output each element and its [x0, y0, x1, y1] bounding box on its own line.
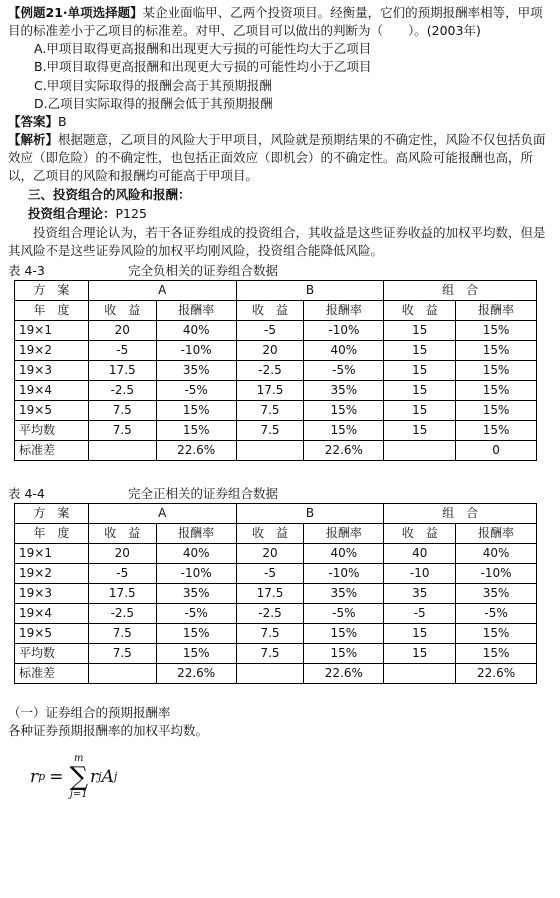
table-cell: 19×1	[15, 544, 89, 564]
table-cell: -10%	[304, 564, 384, 584]
option-a: A.甲项目取得更高报酬和出现更大亏损的可能性均大于乙项目	[34, 41, 372, 57]
table-cell: -5	[88, 340, 156, 360]
table-subheader-cell: 报酬率	[304, 300, 384, 320]
subsection-text: 各种证券预期报酬率的加权平均数。	[8, 723, 209, 739]
table-subheader-cell: 收 益	[88, 524, 156, 544]
table-cell: 7.5	[88, 624, 156, 644]
question-tag: 【例题21·单项选择题】	[8, 5, 143, 20]
sum-upper: m	[73, 753, 84, 765]
table-header-row	[15, 504, 537, 524]
formula-term1-sub: j	[98, 770, 102, 784]
table-header-cell: A	[88, 280, 236, 300]
table-cell: 22.6%	[156, 664, 236, 684]
table-header-cell: 组 合	[384, 504, 537, 524]
table-cell: 15%	[304, 400, 384, 420]
formula-term2: A	[101, 766, 114, 787]
table2	[14, 503, 537, 684]
table1-caption	[8, 262, 552, 280]
table-cell: 15%	[156, 400, 236, 420]
table-subheader-cell: 收 益	[88, 300, 156, 320]
table-cell: 17.5	[88, 584, 156, 604]
table-cell: -2.5	[88, 604, 156, 624]
table-cell	[88, 664, 156, 684]
table-cell: -2.5	[236, 604, 304, 624]
table-cell: 20	[88, 544, 156, 564]
table2-number: 表 4-4	[8, 485, 45, 501]
subtitle-ref: P125	[115, 206, 147, 222]
table-cell: 19×5	[15, 624, 89, 644]
table-cell: 22.6%	[304, 664, 384, 684]
table-row	[15, 340, 537, 360]
table-cell: 20	[236, 544, 304, 564]
table-cell: -5	[384, 604, 456, 624]
table-cell: -10%	[456, 564, 537, 584]
table-cell: 17.5	[236, 380, 304, 400]
table-cell: 标准差	[15, 664, 89, 684]
table-cell: 19×1	[15, 320, 89, 340]
table-cell: 7.5	[88, 400, 156, 420]
table-row	[15, 644, 537, 664]
sum-lower: j=1	[69, 789, 88, 801]
table-cell: 35%	[304, 584, 384, 604]
table-subheader-row	[15, 300, 537, 320]
table-subheader-cell: 报酬率	[156, 524, 236, 544]
table-subheader-cell: 报酬率	[156, 300, 236, 320]
table-row	[15, 380, 537, 400]
table-cell: 15%	[456, 360, 537, 380]
table-subheader-cell: 收 益	[384, 524, 456, 544]
table-row	[15, 564, 537, 584]
table-cell: -10%	[156, 564, 236, 584]
table-cell: 15	[384, 360, 456, 380]
table-cell: 15	[384, 320, 456, 340]
table-cell: 7.5	[88, 644, 156, 664]
table-cell: 35%	[456, 584, 537, 604]
table-cell: 15	[384, 380, 456, 400]
table-cell: -10%	[156, 340, 236, 360]
table-cell: 15	[384, 624, 456, 644]
table-subheader-cell: 报酬率	[456, 300, 537, 320]
table-cell: 7.5	[236, 400, 304, 420]
table-cell: 40%	[304, 340, 384, 360]
table-cell: 17.5	[236, 584, 304, 604]
formula-term1: r	[90, 766, 99, 787]
table-cell: 40%	[156, 320, 236, 340]
table-cell: 15%	[156, 644, 236, 664]
table-cell: 40%	[304, 544, 384, 564]
table-cell: 15%	[456, 644, 537, 664]
table-cell: 35	[384, 584, 456, 604]
formula-lhs-sub: p	[38, 770, 46, 784]
table2-caption	[8, 485, 552, 503]
table-cell: -10	[384, 564, 456, 584]
table-cell: 平均数	[15, 420, 89, 440]
table-cell: 7.5	[88, 420, 156, 440]
explanation-tag: 【解析】	[8, 131, 59, 147]
table-cell: 19×3	[15, 584, 89, 604]
table-cell: 35%	[156, 360, 236, 380]
formula-term2-sub: j	[113, 770, 118, 784]
table-row	[15, 664, 537, 684]
table-header-cell: 组 合	[384, 280, 537, 300]
table-cell: 15%	[156, 624, 236, 644]
table-cell: -10%	[304, 320, 384, 340]
table-cell: 17.5	[88, 360, 156, 380]
table-cell: 15	[384, 340, 456, 360]
table-subheader-row	[15, 524, 537, 544]
table-subheader-cell: 年 度	[15, 524, 89, 544]
table-cell: 40%	[156, 544, 236, 564]
summation-symbol	[69, 754, 88, 800]
table-cell: 35%	[156, 584, 236, 604]
table-cell: -5	[88, 564, 156, 584]
answer-value: B	[58, 113, 67, 129]
table-cell	[88, 440, 156, 460]
table-cell: 22.6%	[456, 664, 537, 684]
table-cell: 15%	[456, 420, 537, 440]
question-paragraph	[8, 4, 552, 40]
table1-title: 完全负相关的证券组合数据	[128, 262, 279, 278]
table-header-cell: 方 案	[15, 504, 89, 524]
formula-equals: =	[49, 766, 64, 787]
table-cell: 15%	[456, 400, 537, 420]
table-cell	[236, 664, 304, 684]
table-row	[15, 420, 537, 440]
table2-title: 完全正相关的证券组合数据	[128, 485, 279, 501]
table-cell: 15%	[304, 644, 384, 664]
section-paragraph: 投资组合理论认为，若干各证券组成的投资组合，其收益是这些证券收益的加权平均数，但是其风险不是这些证券风险的加权平均刚风险，投资组合能降低风险。	[8, 224, 546, 258]
table-row	[15, 584, 537, 604]
table-cell: 19×4	[15, 604, 89, 624]
table-cell: -5%	[304, 360, 384, 380]
table-cell: -5	[236, 320, 304, 340]
table-cell: 15%	[456, 320, 537, 340]
answer-line	[8, 113, 552, 131]
table-cell: 15%	[456, 624, 537, 644]
table-cell: 19×2	[15, 340, 89, 360]
table-cell: 19×3	[15, 360, 89, 380]
table-row	[15, 360, 537, 380]
table-header-cell: B	[236, 504, 384, 524]
table-row	[15, 440, 537, 460]
table-row	[15, 624, 537, 644]
sigma-glyph: ∑	[69, 762, 88, 793]
option-d: D.乙项目实际取得的报酬会低于其预期报酬	[34, 95, 273, 111]
table-cell: 22.6%	[304, 440, 384, 460]
table-cell: 15%	[304, 624, 384, 644]
table-header-cell: A	[88, 504, 236, 524]
table-cell: 7.5	[236, 420, 304, 440]
table1-number: 表 4-3	[8, 262, 45, 278]
table-cell: 平均数	[15, 644, 89, 664]
table-cell: 15	[384, 420, 456, 440]
table-cell: 15	[384, 644, 456, 664]
table-cell: 7.5	[236, 644, 304, 664]
table-cell: 15	[384, 400, 456, 420]
table-cell: -5%	[156, 604, 236, 624]
table-subheader-cell: 报酬率	[304, 524, 384, 544]
table-cell: -5%	[456, 604, 537, 624]
table-subheader-cell: 收 益	[236, 524, 304, 544]
table-cell: -5	[236, 564, 304, 584]
explanation-paragraph	[8, 131, 552, 185]
table-row	[15, 400, 537, 420]
subtitle-bold: 投资组合理论：	[28, 206, 116, 222]
table-cell: 40	[384, 544, 456, 564]
table-cell: 19×2	[15, 564, 89, 584]
table-subheader-cell: 收 益	[384, 300, 456, 320]
option-b: B.甲项目取得更高报酬和出现更大亏损的可能性均小于乙项目	[34, 59, 372, 75]
table-cell: -2.5	[236, 360, 304, 380]
table-header-cell: 方 案	[15, 280, 89, 300]
table-cell: -2.5	[88, 380, 156, 400]
subsection-title: （一）证券组合的预期报酬率	[8, 705, 171, 720]
table-row	[15, 544, 537, 564]
table-cell: 40%	[456, 544, 537, 564]
table-cell: 7.5	[236, 624, 304, 644]
table-subheader-cell: 年 度	[15, 300, 89, 320]
table-subheader-cell: 报酬率	[456, 524, 537, 544]
table1	[14, 280, 537, 461]
table-cell: -5%	[156, 380, 236, 400]
table-subheader-cell: 收 益	[236, 300, 304, 320]
answer-tag: 【答案】	[8, 113, 59, 129]
table-header-row	[15, 280, 537, 300]
option-c: C.甲项目实际取得的报酬会高于其预期报酬	[34, 77, 272, 93]
explanation-text: 根据题意，乙项目的风险大于甲项目，风险就是预期结果的不确定性，风险不仅包括负面效应（即危险）的不确定性，也包括正面效应（即机会）的不确定性。高风险可能报酬也高，所以，乙项目的风险和报酬均可能高于甲项目。	[8, 131, 546, 184]
table-cell	[236, 440, 304, 460]
table-cell: 15%	[156, 420, 236, 440]
table-row	[15, 320, 537, 340]
table-row	[15, 604, 537, 624]
table-cell: 19×5	[15, 400, 89, 420]
table-cell: 15%	[456, 340, 537, 360]
table-cell: 15%	[456, 380, 537, 400]
table-cell: 0	[456, 440, 537, 460]
table-cell: 20	[88, 320, 156, 340]
table-cell: 标准差	[15, 440, 89, 460]
expected-return-formula	[8, 754, 552, 800]
section-title: 三、投资组合的风险和报酬：	[28, 187, 191, 203]
table-cell: -5%	[304, 604, 384, 624]
table-cell: 22.6%	[156, 440, 236, 460]
table-cell: 19×4	[15, 380, 89, 400]
section-subtitle	[8, 205, 552, 223]
table-cell: 20	[236, 340, 304, 360]
question-text: 某企业面临甲、乙两个投资项目。经衡量，它们的预期报酬率相等，甲项目的标准差小于乙项目的标准差。对甲、乙项目可以做出的判断为（ ）。(2003年)	[8, 5, 543, 39]
formula-lhs: r	[30, 766, 39, 787]
table-cell: 15%	[304, 420, 384, 440]
table-cell	[384, 440, 456, 460]
table-header-cell: B	[236, 280, 384, 300]
table-cell: 35%	[304, 380, 384, 400]
table-cell	[384, 664, 456, 684]
